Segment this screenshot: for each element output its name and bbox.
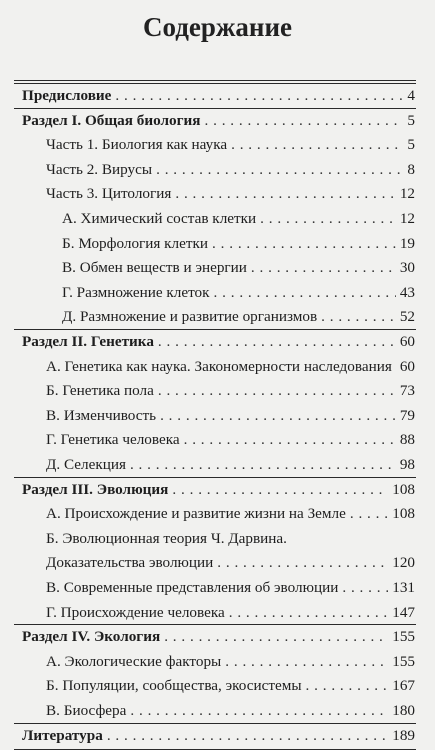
toc-row [0,428,435,452]
toc-row [0,650,435,674]
section-divider [14,108,416,109]
dot-leader [350,502,388,526]
toc-entry-label: Раздел IV. Экология [22,628,161,646]
toc-entry-label: Часть 2. Вирусы [46,160,153,178]
toc-section-row [0,84,435,108]
toc-page-number: 120 [392,554,415,572]
dot-leader [217,551,388,575]
toc-entry-label: Г. Генетика человека [46,431,180,449]
toc-page-number: 131 [392,579,415,596]
toc-row [0,182,435,206]
page-title: Содержание [142,12,293,42]
dot-leader [158,379,396,403]
toc-entry-label: Б. Популяции, сообщества, экосистемы [46,677,302,695]
toc-row [0,576,435,600]
toc-page-number: 52 [399,308,415,326]
toc-page-number: 60 [399,357,415,375]
toc-page-number: 108 [392,480,415,498]
toc-row [0,232,435,256]
toc-entry-label: Раздел II. Генетика [22,333,154,350]
toc-page-number: 147 [392,603,415,621]
toc-page-number: 79 [399,406,415,424]
toc-entry-label: Б. Генетика пола [46,382,154,400]
toc-row [0,158,435,182]
toc-page-number: 4 [407,87,415,104]
toc-entry-label: Г. Происхождение человека [46,603,225,621]
dot-leader [115,84,403,108]
dot-leader [205,109,404,133]
dot-leader [321,305,396,329]
toc-entry-label: А. Происхождение и развитие жизни на Земле [46,505,346,523]
dot-leader [160,404,396,428]
toc-entry-label: Часть 3. Цитология [46,185,172,203]
toc-page-number: 12 [399,210,415,227]
dot-leader [229,601,388,625]
toc-page-number: 180 [392,702,415,719]
dot-leader [212,232,396,256]
toc-section-row [0,330,435,354]
toc-page-number: 5 [407,136,415,154]
toc-page-number: 189 [392,726,415,744]
toc-entry-label: Б. Эволюционная теория Ч. Дарвина. [46,529,287,547]
toc-row [0,133,435,157]
toc-entry-label: А. Генетика как наука. Закономерности наследования [46,357,392,375]
toc-entry-label: Литература [22,726,103,744]
toc-row [0,207,435,231]
section-divider [14,624,416,625]
dot-leader [260,207,396,231]
toc-page-number: 88 [399,431,415,449]
toc-row [0,355,435,379]
toc-page-number: 43 [399,283,415,301]
toc-entry-label: Г. Размножение клеток [62,283,210,301]
toc-row [0,502,435,526]
toc-entry-label: В. Современные представления об эволюции [46,579,339,596]
toc-page-number: 108 [392,505,415,523]
dot-leader [130,453,396,477]
dot-leader [184,428,396,452]
toc-section-row [0,724,435,748]
toc-entry-label: Б. Морфология клетки [62,234,209,252]
toc-page-number: 98 [399,456,415,473]
toc-section-row [0,478,435,502]
toc-entry-label: Доказательства эволюции [46,554,214,572]
dot-leader [342,576,388,600]
toc-row [0,404,435,428]
dot-leader [225,650,388,674]
toc-entry-label: В. Обмен веществ и энергии [62,259,247,277]
dot-leader [172,478,388,502]
toc-row [0,601,435,625]
section-divider [14,329,416,330]
dot-leader [175,182,395,206]
toc-row [0,551,435,575]
toc-page-number: 5 [407,111,415,129]
toc-entry-label: Часть 1. Биология как наука [46,136,228,154]
dot-leader [306,674,389,698]
top-divider [14,80,416,81]
toc-page-number: 155 [392,628,415,646]
toc-row [0,674,435,698]
toc-entry-label: Д. Размножение и развитие организмов [62,308,318,326]
toc-entry-label: Предисловие [22,87,112,104]
toc-row [0,281,435,305]
toc-page-number: 73 [399,382,415,400]
dot-leader [164,625,388,649]
dot-leader [130,699,388,723]
toc-entry-label: Раздел I. Общая биология [22,111,201,129]
toc-entry-label: А. Экологические факторы [46,652,222,670]
dot-leader [231,133,403,157]
toc-row [0,699,435,723]
toc-page-number: 167 [392,677,415,695]
toc-page-number: 30 [399,259,415,277]
toc-page-number: 155 [392,652,415,670]
dot-leader [214,281,396,305]
section-divider [14,83,416,84]
toc-entry-label: Д. Селекция [46,456,126,473]
toc-entry-label: А. Химический состав клетки [62,210,257,227]
section-divider [14,723,416,724]
section-divider [14,477,416,478]
toc-entry-label: В. Биосфера [46,702,127,719]
toc-row [0,379,435,403]
toc-entry-label: В. Изменчивость [46,406,157,424]
toc-page-number: 19 [399,234,415,252]
toc-page-number: 60 [399,333,415,350]
toc-page-number: 8 [407,160,415,178]
toc-section-row [0,625,435,649]
dot-leader [156,158,403,182]
toc-row [0,305,435,329]
toc-entry-label: Раздел III. Эволюция [22,480,169,498]
toc-row [0,527,435,551]
toc-section-row [0,109,435,133]
dot-leader [158,330,396,354]
toc-page-number: 12 [399,185,415,203]
dot-leader [107,724,388,748]
toc-row [0,453,435,477]
toc-row [0,256,435,280]
dot-leader [251,256,396,280]
